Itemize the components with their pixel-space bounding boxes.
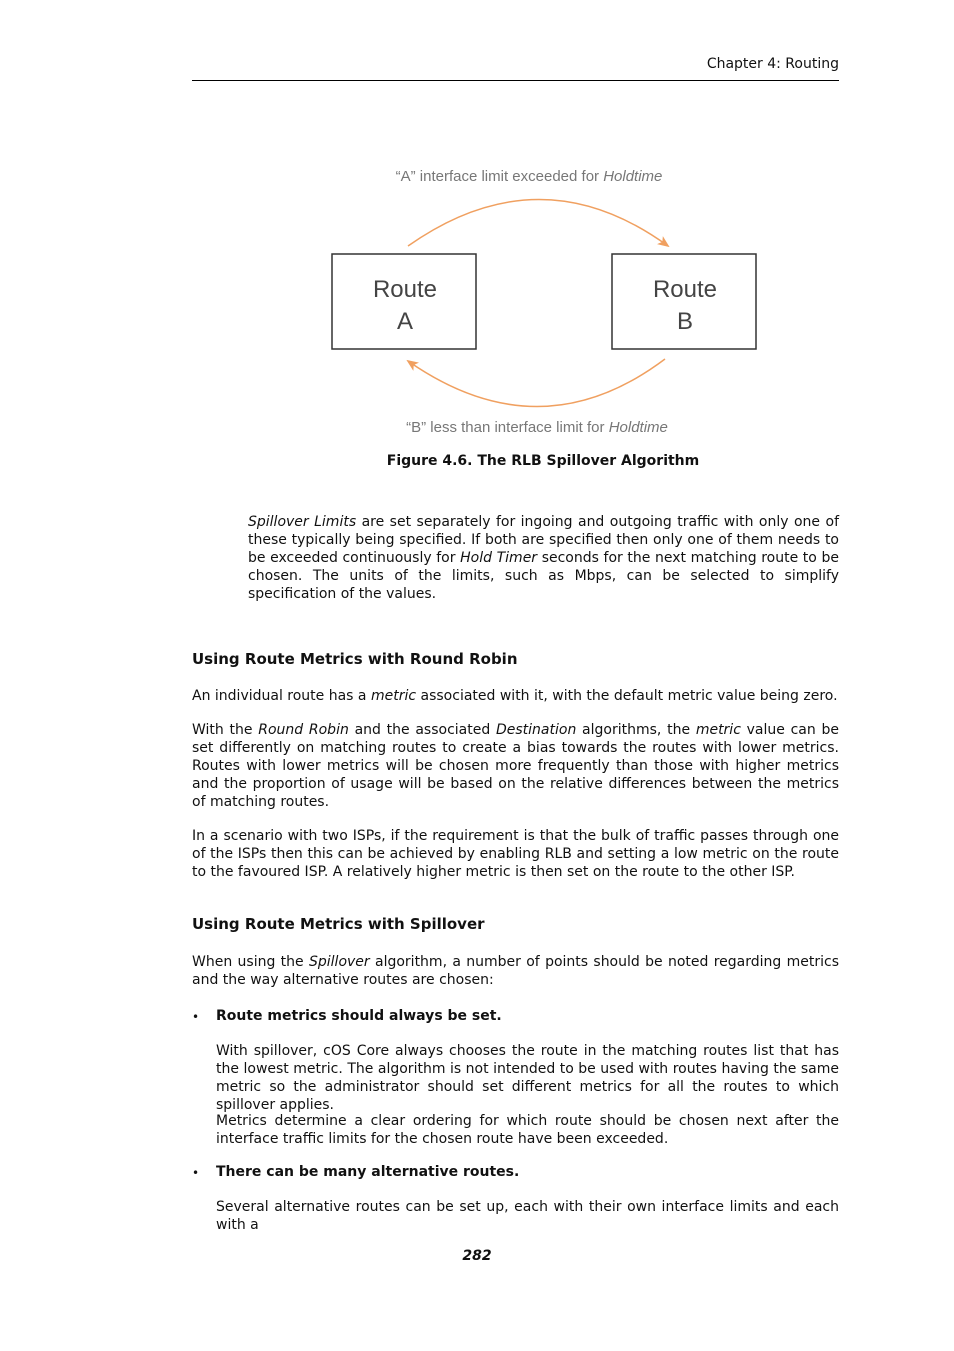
page-number: 282 <box>462 1248 492 1264</box>
paragraph: In a scenario with two ISPs, if the requirement is that the bulk of traffic passes through one of the ISPs then this can be achieved by enabling RLB and setting a low metric on the route to the favoured ISP. A relatively higher metric is then set on the route to the other ISP. <box>192 828 839 880</box>
section-heading-round-robin: Using Route Metrics with Round Robin <box>192 650 518 668</box>
top-arrow-label: “A” interface limit exceeded for Holdtime <box>395 168 663 185</box>
bottom-arrow-label: “B” less than interface limit for Holdtime <box>406 419 668 436</box>
route-b-label-line2: B <box>676 308 694 335</box>
bullet-heading: There can be many alternative routes. <box>216 1164 520 1180</box>
paragraph: With the Round Robin and the associated Destination algorithms, the metric value can be set differently on matching routes to create a bias towards the routes with lower metrics. Routes with lower metrics will be chosen more frequently than those with higher metrics and the proportion of usage will be based on the relative differences between the metrics of matching routes. <box>192 722 839 810</box>
spillover-limits-paragraph: Spillover Limits are set separately for ingoing and outgoing traffic with only one of these typically being specified. If both are specified then only one of them needs to be exceeded continuously for Hold Timer seconds for the next matching route to be chosen. The units of the limits, such as Mbps, can be selected to simplify specification of the values. <box>248 514 839 602</box>
paragraph: An individual route has a metric associated with it, with the default metric value being zero. <box>192 688 838 704</box>
paragraph: With spillover, cOS Core always chooses the route in the matching routes list that has the lowest metric. The algorithm is not intended to be used with routes having the same metric so the administrator should set different metrics for all the routes to which spillover applies. <box>216 1043 839 1113</box>
bullet-marker: • <box>192 1010 200 1024</box>
paragraph: When using the Spillover algorithm, a number of points should be noted regarding metrics and the way alternative routes are chosen: <box>192 954 839 988</box>
figure-caption: Figure 4.6. The RLB Spillover Algorithm <box>386 453 700 469</box>
route-b-label-line1: Route <box>652 276 718 303</box>
bullet-marker: • <box>192 1166 200 1180</box>
paragraph: Metrics determine a clear ordering for which route should be chosen next after the interface traffic limits for the chosen route have been exceeded. <box>216 1113 839 1147</box>
bullet-heading: Route metrics should always be set. <box>216 1008 502 1024</box>
header-rule <box>192 80 839 81</box>
section-heading-spillover: Using Route Metrics with Spillover <box>192 915 485 933</box>
spillover-diagram <box>320 158 770 448</box>
paragraph: Several alternative routes can be set up, each with their own interface limits and each with a <box>216 1199 839 1233</box>
route-a-label-line1: Route <box>372 276 438 303</box>
arrow-b-to-a <box>408 359 665 407</box>
spillover-figure <box>320 158 770 448</box>
arrow-a-to-b <box>408 200 668 247</box>
chapter-title: Chapter 4: Routing <box>706 56 839 72</box>
route-a-label-line2: A <box>396 308 414 335</box>
